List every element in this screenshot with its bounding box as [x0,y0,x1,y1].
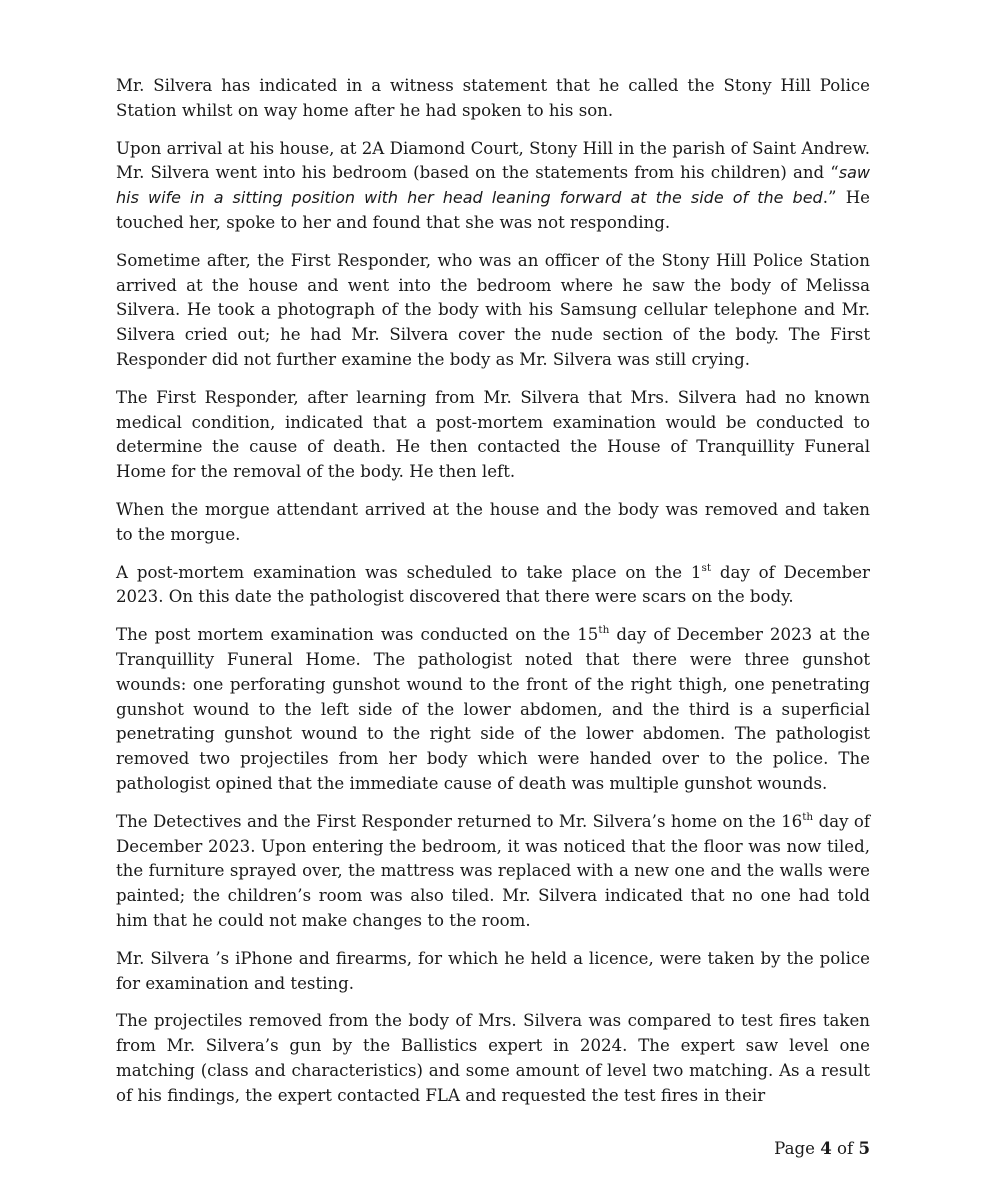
quoted-statement: saw his wife in a sitting position with her head leaning forward at the side of the bed [116,163,870,208]
page-label: Page [774,1139,815,1158]
total-pages-number: 5 [858,1138,870,1158]
paragraph-detectives-return [116,810,870,934]
paragraph-witness-statement: Mr. Silvera has indicated in a witness statement that he called the Stony Hill Police Station whilst on way home after he had spoken to his son. [116,76,870,120]
paragraph-post-mortem-conducted [116,623,870,797]
current-page-number: 4 [820,1138,832,1158]
paragraph-text: The Detectives and the First Responder returned to Mr. Silvera’s home on the 16 [116,811,803,831]
ordinal-suffix: th [802,810,814,823]
page-number [774,1136,870,1161]
paragraph-arrival [116,137,870,236]
paragraph-post-mortem-indicated: The First Responder, after learning from Mr. Silvera that Mrs. Silvera had no known medical condition, indicated that a post-mortem examination would be conducted to determine the cause of death. He then contacted the House of Tranquillity Funeral Home for the removal of the body. He then left. [116,387,870,482]
paragraph-firearms-taken: Mr. Silvera ’s iPhone and firearms, for which he held a licence, were taken by the police for examination and testing. [116,948,870,993]
paragraph-morgue: When the morgue attendant arrived at the house and the body was removed and taken to the morgue. [116,499,870,544]
ordinal-suffix: st [701,561,712,574]
paragraph-arrival-text: Upon arrival at his house, at 2A Diamond Court, Stony Hill in the parish of Saint Andrew. Mr. Silvera went into his bedroom (based on the statements from his children) and “ [116,138,870,183]
document-body [116,74,870,1121]
paragraph-post-mortem-scheduled [116,561,870,611]
paragraph-first-responder: Sometime after, the First Responder, who was an officer of the Stony Hill Police Station arrived at the house and went into the bedroom where he saw the body of Melissa Silvera. He took a photograph of the body with his Samsung cellular telephone and Mr. Silvera cried out; he had Mr. Silvera cover the nude section of the body. The First Responder did not further examine the body as Mr. Silvera was still crying. [116,250,870,369]
paragraph-arrival-text-end: .” He touched her, spoke to her and found that she was not responding. [116,188,870,232]
paragraph-text-end: day of December 2023. On this date the pathologist discovered that there were scars on the body. [116,562,870,607]
of-label: of [837,1139,854,1158]
paragraph-text-end: day of December 2023 at the Tranquillity Funeral Home. The pathologist noted that there were three gunshot wounds: one perforating gunshot wound to the front of the right thigh, one penetrating gunshot wound to the left side of the lower abdomen, and the third is a superficial penetrating gunshot wound to the right side of the lower abdomen. The pathologist removed two projectiles from her body which were handed over to the police. The pathologist opined that the immediate cause of death was multiple gunshot wounds. [116,625,871,793]
ordinal-suffix: th [598,624,610,637]
paragraph-text: A post-mortem examination was scheduled to take place on the 1 [116,562,702,582]
paragraph-text: The post mortem examination was conducted on the 15 [116,625,599,645]
paragraph-ballistics: The projectiles removed from the body of Mrs. Silvera was compared to test fires taken from Mr. Silvera’s gun by the Ballistics expert in 2024. The expert saw level one matching (class and characteristics) and some amount of level two matching. As a result of his findings, the expert contacted FLA and requested the test fires in their [116,1011,870,1105]
paragraph-text-end: day of December 2023. Upon entering the bedroom, it was noticed that the floor was now tiled, the furniture sprayed over, the mattress was replaced with a new one and the walls were painted; the children’s room was also tiled. Mr. Silvera indicated that no one had told him that he could not make changes to the room. [116,811,870,930]
